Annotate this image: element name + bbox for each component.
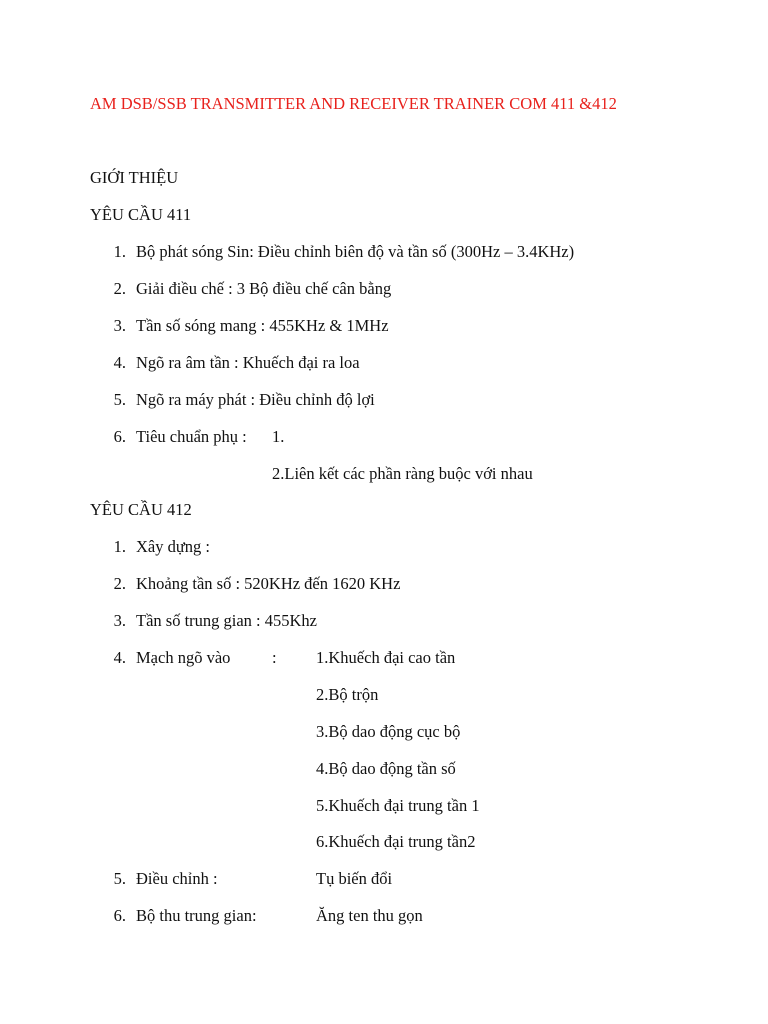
list-item-text: Bộ phát sóng Sin: Điều chỉnh biên độ và tần số (300Hz – 3.4KHz) bbox=[136, 242, 575, 261]
list-item-text: Tần số trung gian : 455Khz bbox=[136, 611, 318, 630]
list-item-number: 4. bbox=[113, 353, 126, 372]
sub-list-item: 4.Bộ dao động tần số bbox=[316, 759, 456, 778]
req412-heading: YÊU CẦU 412 bbox=[90, 500, 192, 519]
document-title: AM DSB/SSB TRANSMITTER AND RECEIVER TRAINER COM 411 &412 bbox=[90, 94, 617, 113]
list-item-text: Tiêu chuẩn phụ : bbox=[136, 427, 247, 446]
list-item-text: Giải điều chế : 3 Bộ điều chế cân bằng bbox=[136, 279, 392, 298]
continuation-line: 2.Liên kết các phần ràng buộc với nhau bbox=[272, 464, 533, 483]
list-item-number: 5. bbox=[113, 390, 126, 409]
list-item-text: Bộ thu trung gian: bbox=[136, 906, 257, 925]
list-item-number: 2. bbox=[113, 279, 126, 298]
sub-list-item: 6.Khuếch đại trung tần2 bbox=[316, 832, 476, 851]
list-item-number: 6. bbox=[113, 427, 126, 446]
list-item-number: 1. bbox=[113, 242, 126, 261]
list-item-text: Ngõ ra âm tần : Khuếch đại ra loa bbox=[136, 353, 360, 372]
list-item-text: Điều chỉnh : bbox=[136, 869, 218, 888]
list-item-number: 6. bbox=[113, 906, 126, 925]
list-item-number: 4. bbox=[113, 648, 126, 667]
list-item-number: 3. bbox=[113, 611, 126, 630]
sub-list-item: 5.Khuếch đại trung tần 1 bbox=[316, 796, 480, 815]
list-item-number: 5. bbox=[113, 869, 126, 888]
sub-list-item: 3.Bộ dao động cục bộ bbox=[316, 722, 461, 741]
list-item-text: Ngõ ra máy phát : Điều chỉnh độ lợi bbox=[136, 390, 375, 409]
list-item-number: 3. bbox=[113, 316, 126, 335]
list-item-text: Tần số sóng mang : 455KHz & 1MHz bbox=[136, 316, 389, 335]
list-item-sub: Ăng ten thu gọn bbox=[316, 906, 423, 925]
list-item-sub: 1.Khuếch đại cao tần bbox=[316, 648, 456, 667]
list-item-text: Mạch ngõ vào bbox=[136, 648, 231, 667]
list-item-sub: 1. bbox=[272, 427, 285, 446]
list-item-text: Xây dựng : bbox=[136, 537, 211, 556]
list-item-number: 1. bbox=[113, 537, 126, 556]
intro-heading: GIỚI THIỆU bbox=[90, 168, 179, 187]
list-item-text: Khoảng tần số : 520KHz đến 1620 KHz bbox=[136, 574, 401, 593]
req411-heading: YÊU CẦU 411 bbox=[90, 205, 192, 224]
list-item-colon: : bbox=[272, 648, 277, 667]
list-item-sub: Tụ biến đổi bbox=[316, 869, 393, 888]
list-item-number: 2. bbox=[113, 574, 126, 593]
sub-list-item: 2.Bộ trộn bbox=[316, 685, 379, 704]
